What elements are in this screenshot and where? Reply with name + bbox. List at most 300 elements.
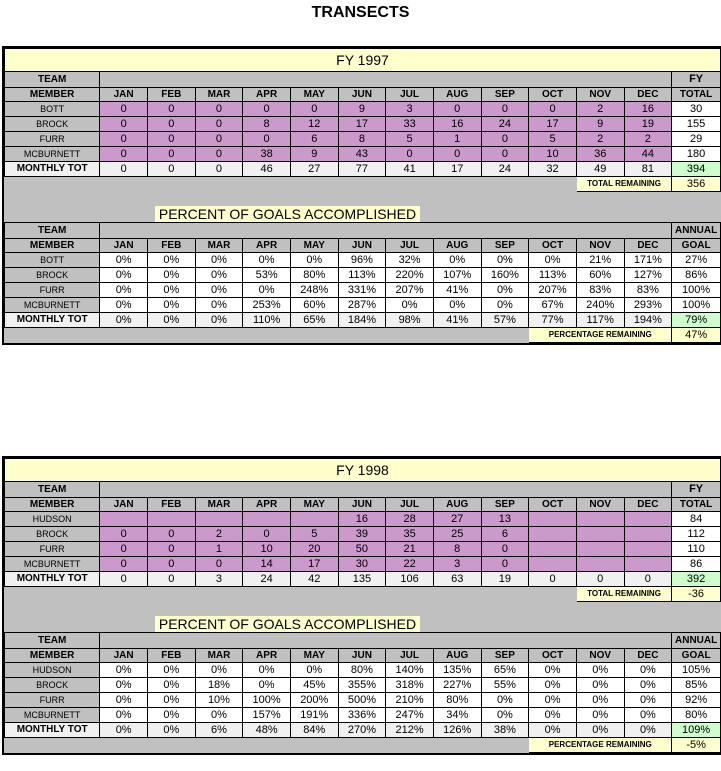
month-header: DEC (624, 498, 672, 512)
percent-cell: 0% (147, 283, 195, 298)
monthly-total-row (5, 572, 721, 587)
percent-cell: 0% (100, 298, 148, 313)
goal-label: GOAL (672, 649, 721, 663)
table-row (5, 147, 721, 162)
annual-goal-cell: 80% (672, 708, 721, 723)
count-cell: 0 (433, 147, 481, 162)
count-cell: 16 (338, 512, 386, 527)
monthly-percent-cell: 38% (481, 723, 529, 738)
monthly-percent-cell: 0% (576, 723, 624, 738)
count-cell: 0 (100, 542, 148, 557)
count-cell: 19 (624, 117, 672, 132)
percent-cell: 127% (624, 268, 672, 283)
percent-goals-title: PERCENT OF GOALS ACCOMPLISHED (155, 616, 420, 632)
member-name: BROCK (5, 678, 100, 693)
count-cell: 0 (100, 102, 148, 117)
monthly-tot-cell: 81 (624, 162, 672, 177)
count-cell: 1 (195, 542, 243, 557)
count-cell: 24 (481, 117, 529, 132)
percent-cell: 10% (195, 693, 243, 708)
monthly-percent-cell: 0% (529, 723, 577, 738)
monthly-tot-cell: 106 (386, 572, 434, 587)
monthly-percent-cell: 41% (433, 313, 481, 328)
count-cell: 30 (338, 557, 386, 572)
percent-cell: 45% (290, 678, 338, 693)
monthly-tot-cell: 135 (338, 572, 386, 587)
percent-cell: 0% (147, 663, 195, 678)
count-cell (576, 512, 624, 527)
count-cell: 0 (100, 117, 148, 132)
count-cell (529, 557, 577, 572)
month-header: JUN (338, 649, 386, 663)
monthly-tot-cell: 41 (386, 162, 434, 177)
count-cell (529, 542, 577, 557)
member-name: MCBURNETT (5, 298, 100, 313)
count-cell: 0 (243, 527, 291, 542)
table-row (5, 132, 721, 147)
percent-cell: 500% (338, 693, 386, 708)
count-cell: 1 (433, 132, 481, 147)
count-cell: 0 (147, 102, 195, 117)
monthly-tot-cell: 0 (576, 572, 624, 587)
percent-cell: 0% (100, 253, 148, 268)
monthly-tot-label: MONTHLY TOT (5, 313, 100, 328)
month-header: JAN (100, 88, 148, 102)
count-cell: 0 (147, 527, 195, 542)
percent-cell: 107% (433, 268, 481, 283)
month-header: NOV (576, 239, 624, 253)
count-cell (290, 512, 338, 527)
percent-cell: 0% (195, 708, 243, 723)
percentage-remaining-row (5, 328, 721, 343)
month-header: AUG (433, 88, 481, 102)
count-cell: 0 (481, 542, 529, 557)
percent-cell: 0% (529, 253, 577, 268)
month-header: JUN (338, 239, 386, 253)
table-row (5, 527, 721, 542)
month-header: MAR (195, 88, 243, 102)
percent-cell: 191% (290, 708, 338, 723)
month-header: APR (243, 649, 291, 663)
count-cell: 8 (433, 542, 481, 557)
count-cell: 9 (576, 117, 624, 132)
count-cell: 6 (290, 132, 338, 147)
fy-heading: FY 1998 (5, 459, 721, 482)
month-header: JUL (386, 498, 434, 512)
team-label: TEAM (5, 482, 100, 498)
member-name: HUDSON (5, 663, 100, 678)
member-label: MEMBER (5, 239, 100, 253)
total-remaining-row (5, 177, 721, 192)
member-name: FURR (5, 132, 100, 147)
percent-cell: 0% (576, 663, 624, 678)
count-cell (195, 512, 243, 527)
count-cell (529, 512, 577, 527)
count-cell: 0 (481, 132, 529, 147)
percent-cell: 0% (386, 298, 434, 313)
annual-goal-cell: 105% (672, 663, 721, 678)
percent-cell: 287% (338, 298, 386, 313)
monthly-tot-cell: 0 (147, 572, 195, 587)
count-cell: 5 (386, 132, 434, 147)
monthly-tot-label: MONTHLY TOT (5, 572, 100, 587)
month-header: APR (243, 498, 291, 512)
percent-cell: 0% (529, 663, 577, 678)
percent-cell: 41% (433, 283, 481, 298)
annual-percent-total: 79% (672, 313, 721, 328)
table-row (5, 663, 721, 678)
member-label: MEMBER (5, 498, 100, 512)
percent-cell: 0% (529, 708, 577, 723)
count-cell: 0 (147, 557, 195, 572)
month-header: AUG (433, 649, 481, 663)
count-cell: 5 (529, 132, 577, 147)
monthly-percent-row (5, 313, 721, 328)
percent-cell: 65% (481, 663, 529, 678)
member-total: 112 (672, 527, 721, 542)
fy1998-section (2, 456, 721, 755)
percent-cell: 0% (529, 678, 577, 693)
monthly-tot-cell: 0 (195, 162, 243, 177)
percent-cell: 0% (195, 268, 243, 283)
percent-cell: 113% (338, 268, 386, 283)
percent-cell: 0% (100, 268, 148, 283)
count-cell: 0 (481, 557, 529, 572)
percent-cell: 80% (338, 663, 386, 678)
annual-percent-total: 109% (672, 723, 721, 738)
percent-cell: 207% (529, 283, 577, 298)
count-cell: 0 (100, 527, 148, 542)
percent-table (4, 222, 721, 343)
percent-cell: 113% (529, 268, 577, 283)
month-header: NOV (576, 498, 624, 512)
monthly-percent-cell: 0% (100, 723, 148, 738)
percent-cell: 0% (481, 693, 529, 708)
member-total: 155 (672, 117, 721, 132)
count-cell: 14 (243, 557, 291, 572)
count-cell: 2 (576, 132, 624, 147)
percent-cell: 0% (433, 298, 481, 313)
count-cell: 9 (290, 147, 338, 162)
annual-goal-cell: 27% (672, 253, 721, 268)
percentage-remaining-row (5, 738, 721, 753)
monthly-tot-cell: 19 (481, 572, 529, 587)
team-label: TEAM (5, 633, 100, 649)
percent-cell: 0% (576, 693, 624, 708)
monthly-tot-cell: 24 (481, 162, 529, 177)
month-header: MAR (195, 649, 243, 663)
percent-cell: 0% (576, 708, 624, 723)
table-row (5, 708, 721, 723)
monthly-tot-cell: 3 (195, 572, 243, 587)
percentage-remaining-label: PERCENTAGE REMAINING (529, 328, 672, 343)
month-header: OCT (529, 649, 577, 663)
month-header: AUG (433, 239, 481, 253)
percent-cell: 0% (576, 678, 624, 693)
month-header: FEB (147, 649, 195, 663)
header-blank (100, 223, 672, 239)
count-cell: 39 (338, 527, 386, 542)
count-cell: 38 (243, 147, 291, 162)
fy-label: FY (672, 482, 721, 498)
member-total: 29 (672, 132, 721, 147)
monthly-percent-cell: 184% (338, 313, 386, 328)
percent-cell: 220% (386, 268, 434, 283)
percent-cell: 0% (243, 663, 291, 678)
percent-cell: 83% (576, 283, 624, 298)
goal-label: GOAL (672, 239, 721, 253)
count-cell: 20 (290, 542, 338, 557)
month-header: DEC (624, 88, 672, 102)
count-cell (100, 512, 148, 527)
percent-cell: 355% (338, 678, 386, 693)
table-row (5, 557, 721, 572)
percent-cell: 140% (386, 663, 434, 678)
percent-cell: 0% (481, 298, 529, 313)
count-cell (624, 512, 672, 527)
percent-cell: 0% (100, 678, 148, 693)
annual-label: ANNUAL (672, 223, 721, 239)
count-cell: 0 (100, 557, 148, 572)
percentage-remaining-value: 47% (672, 328, 721, 343)
percent-cell: 318% (386, 678, 434, 693)
count-cell: 36 (576, 147, 624, 162)
month-header: DEC (624, 239, 672, 253)
table-row (5, 117, 721, 132)
percent-cell: 0% (243, 678, 291, 693)
team-label: TEAM (5, 223, 100, 239)
percent-goals-title-band (4, 192, 721, 222)
monthly-tot-cell: 24 (243, 572, 291, 587)
monthly-tot-cell: 42 (290, 572, 338, 587)
monthly-tot-cell: 0 (147, 162, 195, 177)
annual-label: ANNUAL (672, 633, 721, 649)
member-label: MEMBER (5, 649, 100, 663)
month-header: JAN (100, 498, 148, 512)
percent-cell: 0% (243, 253, 291, 268)
monthly-percent-cell: 117% (576, 313, 624, 328)
count-cell: 0 (147, 117, 195, 132)
month-header: JAN (100, 649, 148, 663)
monthly-percent-cell: 194% (624, 313, 672, 328)
monthly-percent-cell: 270% (338, 723, 386, 738)
total-remaining-value: 356 (672, 177, 721, 192)
percent-cell: 0% (100, 708, 148, 723)
percentage-remaining-value: -5% (672, 738, 721, 753)
count-cell: 25 (433, 527, 481, 542)
monthly-tot-cell: 46 (243, 162, 291, 177)
count-cell: 9 (338, 102, 386, 117)
percent-cell: 227% (433, 678, 481, 693)
remaining-spacer (5, 738, 529, 753)
count-cell: 22 (386, 557, 434, 572)
total-label: TOTAL (672, 498, 721, 512)
count-cell: 43 (338, 147, 386, 162)
annual-goal-cell: 92% (672, 693, 721, 708)
header-blank (100, 72, 672, 88)
percent-cell: 0% (433, 253, 481, 268)
member-name: MCBURNETT (5, 708, 100, 723)
percent-cell: 0% (147, 678, 195, 693)
count-cell: 0 (195, 117, 243, 132)
monthly-percent-cell: 6% (195, 723, 243, 738)
monthly-percent-cell: 65% (290, 313, 338, 328)
table-row (5, 102, 721, 117)
count-cell: 8 (243, 117, 291, 132)
month-header: SEP (481, 649, 529, 663)
count-cell (576, 557, 624, 572)
month-header: APR (243, 239, 291, 253)
monthly-tot-label: MONTHLY TOT (5, 723, 100, 738)
percent-cell: 80% (290, 268, 338, 283)
percent-cell: 83% (624, 283, 672, 298)
monthly-tot-cell: 17 (433, 162, 481, 177)
count-cell: 2 (576, 102, 624, 117)
percent-cell: 0% (195, 663, 243, 678)
team-label: TEAM (5, 72, 100, 88)
count-cell: 13 (481, 512, 529, 527)
month-header: JUL (386, 88, 434, 102)
annual-goal-cell: 100% (672, 298, 721, 313)
percent-cell: 80% (433, 693, 481, 708)
table-row (5, 512, 721, 527)
count-cell: 10 (243, 542, 291, 557)
count-cell: 27 (433, 512, 481, 527)
member-label: MEMBER (5, 88, 100, 102)
total-remaining-value: -36 (672, 587, 721, 602)
percent-cell: 67% (529, 298, 577, 313)
percent-table (4, 632, 721, 753)
member-total: 86 (672, 557, 721, 572)
count-cell: 0 (481, 147, 529, 162)
count-cell: 0 (243, 132, 291, 147)
count-cell: 33 (386, 117, 434, 132)
member-total: 30 (672, 102, 721, 117)
count-cell: 17 (290, 557, 338, 572)
count-cell: 0 (100, 132, 148, 147)
monthly-tot-cell: 0 (624, 572, 672, 587)
month-header: FEB (147, 88, 195, 102)
month-header: APR (243, 88, 291, 102)
total-remaining-label: TOTAL REMAINING (576, 177, 671, 192)
count-cell: 2 (195, 527, 243, 542)
count-cell (576, 527, 624, 542)
annual-goal-cell: 85% (672, 678, 721, 693)
count-cell: 21 (386, 542, 434, 557)
remaining-spacer (5, 328, 529, 343)
percent-cell: 336% (338, 708, 386, 723)
count-cell (624, 527, 672, 542)
fy-heading: FY 1997 (5, 49, 721, 72)
counts-table (4, 48, 721, 192)
table-row (5, 283, 721, 298)
count-cell: 6 (481, 527, 529, 542)
count-cell: 0 (481, 102, 529, 117)
percentage-remaining-label: PERCENTAGE REMAINING (529, 738, 672, 753)
monthly-tot-cell: 27 (290, 162, 338, 177)
monthly-tot-label: MONTHLY TOT (5, 162, 100, 177)
member-name: HUDSON (5, 512, 100, 527)
percent-cell: 0% (100, 283, 148, 298)
count-cell: 12 (290, 117, 338, 132)
month-header: OCT (529, 239, 577, 253)
percent-cell: 171% (624, 253, 672, 268)
percent-cell: 0% (290, 663, 338, 678)
count-cell: 0 (147, 542, 195, 557)
total-remaining-row (5, 587, 721, 602)
count-cell: 3 (433, 557, 481, 572)
percent-cell: 0% (147, 693, 195, 708)
percent-cell: 96% (338, 253, 386, 268)
count-cell: 50 (338, 542, 386, 557)
month-header: MAY (290, 239, 338, 253)
percent-cell: 0% (624, 693, 672, 708)
count-cell: 0 (147, 132, 195, 147)
monthly-tot-cell: 0 (100, 572, 148, 587)
count-cell: 5 (290, 527, 338, 542)
percent-cell: 0% (147, 298, 195, 313)
count-cell: 0 (195, 147, 243, 162)
count-cell: 0 (529, 102, 577, 117)
count-cell: 10 (529, 147, 577, 162)
member-total: 110 (672, 542, 721, 557)
total-remaining-label: TOTAL REMAINING (576, 587, 671, 602)
monthly-total-row (5, 162, 721, 177)
member-name: BROCK (5, 527, 100, 542)
percent-cell: 0% (529, 693, 577, 708)
percent-cell: 210% (386, 693, 434, 708)
monthly-percent-cell: 126% (433, 723, 481, 738)
month-header: MAR (195, 498, 243, 512)
month-header: JUN (338, 498, 386, 512)
percent-cell: 135% (433, 663, 481, 678)
percent-cell: 32% (386, 253, 434, 268)
month-header: OCT (529, 88, 577, 102)
fy1997-section (2, 46, 721, 345)
count-cell (243, 512, 291, 527)
percent-cell: 253% (243, 298, 291, 313)
percent-cell: 0% (147, 253, 195, 268)
percent-cell: 0% (195, 298, 243, 313)
member-name: BOTT (5, 102, 100, 117)
member-name: MCBURNETT (5, 147, 100, 162)
grand-total: 394 (672, 162, 721, 177)
count-cell: 0 (147, 147, 195, 162)
monthly-percent-cell: 84% (290, 723, 338, 738)
percent-cell: 55% (481, 678, 529, 693)
month-header: FEB (147, 239, 195, 253)
fy-label: FY (672, 72, 721, 88)
annual-goal-cell: 100% (672, 283, 721, 298)
count-cell: 16 (624, 102, 672, 117)
monthly-percent-cell: 0% (147, 313, 195, 328)
monthly-tot-cell: 49 (576, 162, 624, 177)
monthly-tot-cell: 32 (529, 162, 577, 177)
count-cell: 17 (529, 117, 577, 132)
month-header: JUL (386, 239, 434, 253)
table-row (5, 542, 721, 557)
month-header: FEB (147, 498, 195, 512)
month-header: SEP (481, 498, 529, 512)
monthly-percent-cell: 0% (100, 313, 148, 328)
member-total: 84 (672, 512, 721, 527)
member-name: MCBURNETT (5, 557, 100, 572)
count-cell: 3 (386, 102, 434, 117)
percent-cell: 331% (338, 283, 386, 298)
monthly-percent-cell: 212% (386, 723, 434, 738)
page-title: TRANSECTS (311, 4, 410, 21)
table-row (5, 693, 721, 708)
